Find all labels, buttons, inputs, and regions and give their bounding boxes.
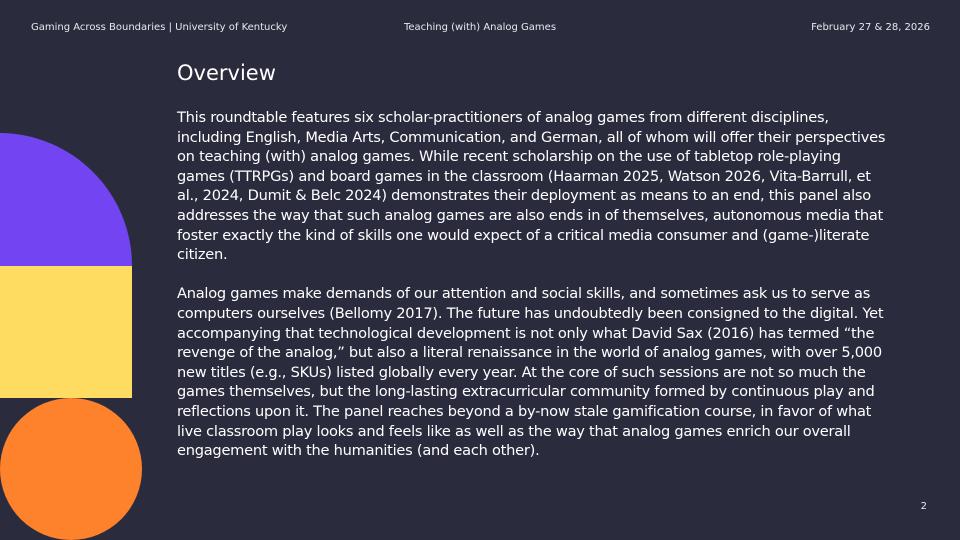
header-date: February 27 & 28, 2026 [811,22,930,33]
header-event-name: Gaming Across Boundaries | University of Kentucky [31,22,288,33]
slide-body [177,108,892,461]
header-session-title: Teaching (with) Analog Games [403,22,557,33]
body-paragraph-2: Analog games make demands of our attention and social skills, and sometimes ask us to serve as computers ourselves (Bellomy 2017). The future has undoubtedly been consigned to the digital. Yet accompanying that technological development is not only what David Sax (2016) has termed “the revenge of the analog,” but also a literal renaissance in the world of analog games, with over 5,000 new titles (e.g., SKUs) listed globally every year. At the core of such sessions are not so much the games themselves, but the long-lasting extracurricular community formed by continuous play and reflections upon it. The panel reaches beyond a by-now stale gamification course, in favor of what live classroom play looks and feels like as well as the way that analog games enrich our overall engagement with the humanities (and each other). [177,285,884,460]
page-number: 2 [920,501,927,512]
decorative-circle [0,398,142,540]
decorative-quarter-circle [0,133,132,266]
slide-title: Overview [177,61,276,85]
body-paragraph-1: This roundtable features six scholar-practitioners of analog games from different disciplines, including English, Media Arts, Communication, and German, all of whom will offer their perspectives on teaching (with) analog games. While recent scholarship on the use of tabletop role-playing games (TTRPGs) and board games in the classroom (Haarman 2025, Watson 2026, Vita-Barrull, et al., 2024, Dumit & Belc 2024) demonstrates their deployment as means to an end, this panel also addresses the way that such analog games are also ends in of themselves, autonomous media that foster exactly the kind of skills one would expect of a critical media consumer and (game-)literate citizen. [177,109,886,264]
decorative-square [0,266,132,398]
